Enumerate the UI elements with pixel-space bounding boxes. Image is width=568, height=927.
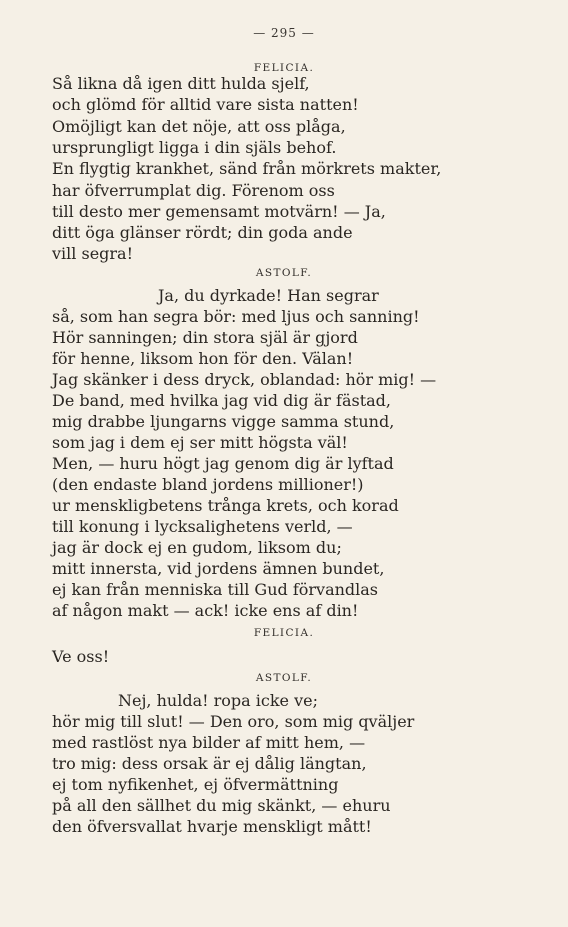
verse-line: ej tom nyfikenhet, ej öfvermättning [52,775,339,794]
verse-line: Jag skänker i dess dryck, oblandad: hör mig! — [52,370,437,389]
verse-line: som jag i dem ej ser mitt högsta väl! [52,433,348,452]
verse-line: mig drabbe ljungarns vigge samma stund, [52,412,395,431]
verse-line: De band, med hvilka jag vid dig är fästad, [52,391,391,410]
verse-line: med rastlöst nya bilder af mitt hem, — [52,733,366,752]
verse-line: Men, — huru högt jag genom dig är lyftad [52,454,394,473]
verse-line: den öfversvallat hvarje menskligt mått! [52,817,372,836]
verse-line: Hör sanningen; din stora själ är gjord [52,328,358,347]
speaker-label: ASTOLF. [255,267,313,279]
verse-line: hör mig till slut! — Den oro, som mig qväljer [52,712,415,731]
verse-line: vill segra! [52,244,134,263]
verse-line: ej kan från menniska till Gud förvandlas [52,580,379,599]
verse-line: Ve oss! [52,647,110,666]
verse-line: af någon makt — ack! icke ens af din! [52,601,359,620]
verse-line: till konung i lycksalighetens verld, — [52,517,353,536]
page-number: — 295 — [253,26,315,40]
verse-line: (den endaste bland jordens millioner!) [52,475,364,494]
speaker-label: FELICIA. [253,627,315,639]
verse-line: så, som han segra bör: med ljus och sanning! [52,307,420,326]
verse-line: mitt innersta, vid jordens ämnen bundet, [52,559,385,578]
verse-line: ur menskligbetens trånga krets, och korad [52,496,399,515]
verse-line: ursprungligt ligga i din själs behof. [52,138,337,157]
verse-line: på all den sällhet du mig skänkt, — ehuru [52,796,391,815]
speaker-label: ASTOLF. [255,672,313,684]
verse-line: till desto mer gemensamt motvärn! — Ja, [52,202,386,221]
speaker-label: FELICIA. [253,62,315,74]
verse-line: Nej, hulda! ropa icke ve; [118,691,318,710]
verse-line: Omöjligt kan det nöje, att oss plåga, [52,117,346,136]
verse-line: ditt öga glänser rördt; din goda ande [52,223,353,242]
verse-line: och glömd för alltid vare sista natten! [52,95,359,114]
verse-line: tro mig: dess orsak är ej dålig längtan, [52,754,367,773]
verse-line: har öfverrumplat dig. Förenom oss [52,181,335,200]
verse-line: för henne, liksom hon för den. Välan! [52,349,354,368]
verse-line: Ja, du dyrkade! Han segrar [158,286,379,305]
verse-line: Så likna då igen ditt hulda sjelf, [52,74,310,93]
verse-line: jag är dock ej en gudom, liksom du; [52,538,342,557]
verse-line: En flygtig krankhet, sänd från mörkrets makter, [52,159,442,178]
